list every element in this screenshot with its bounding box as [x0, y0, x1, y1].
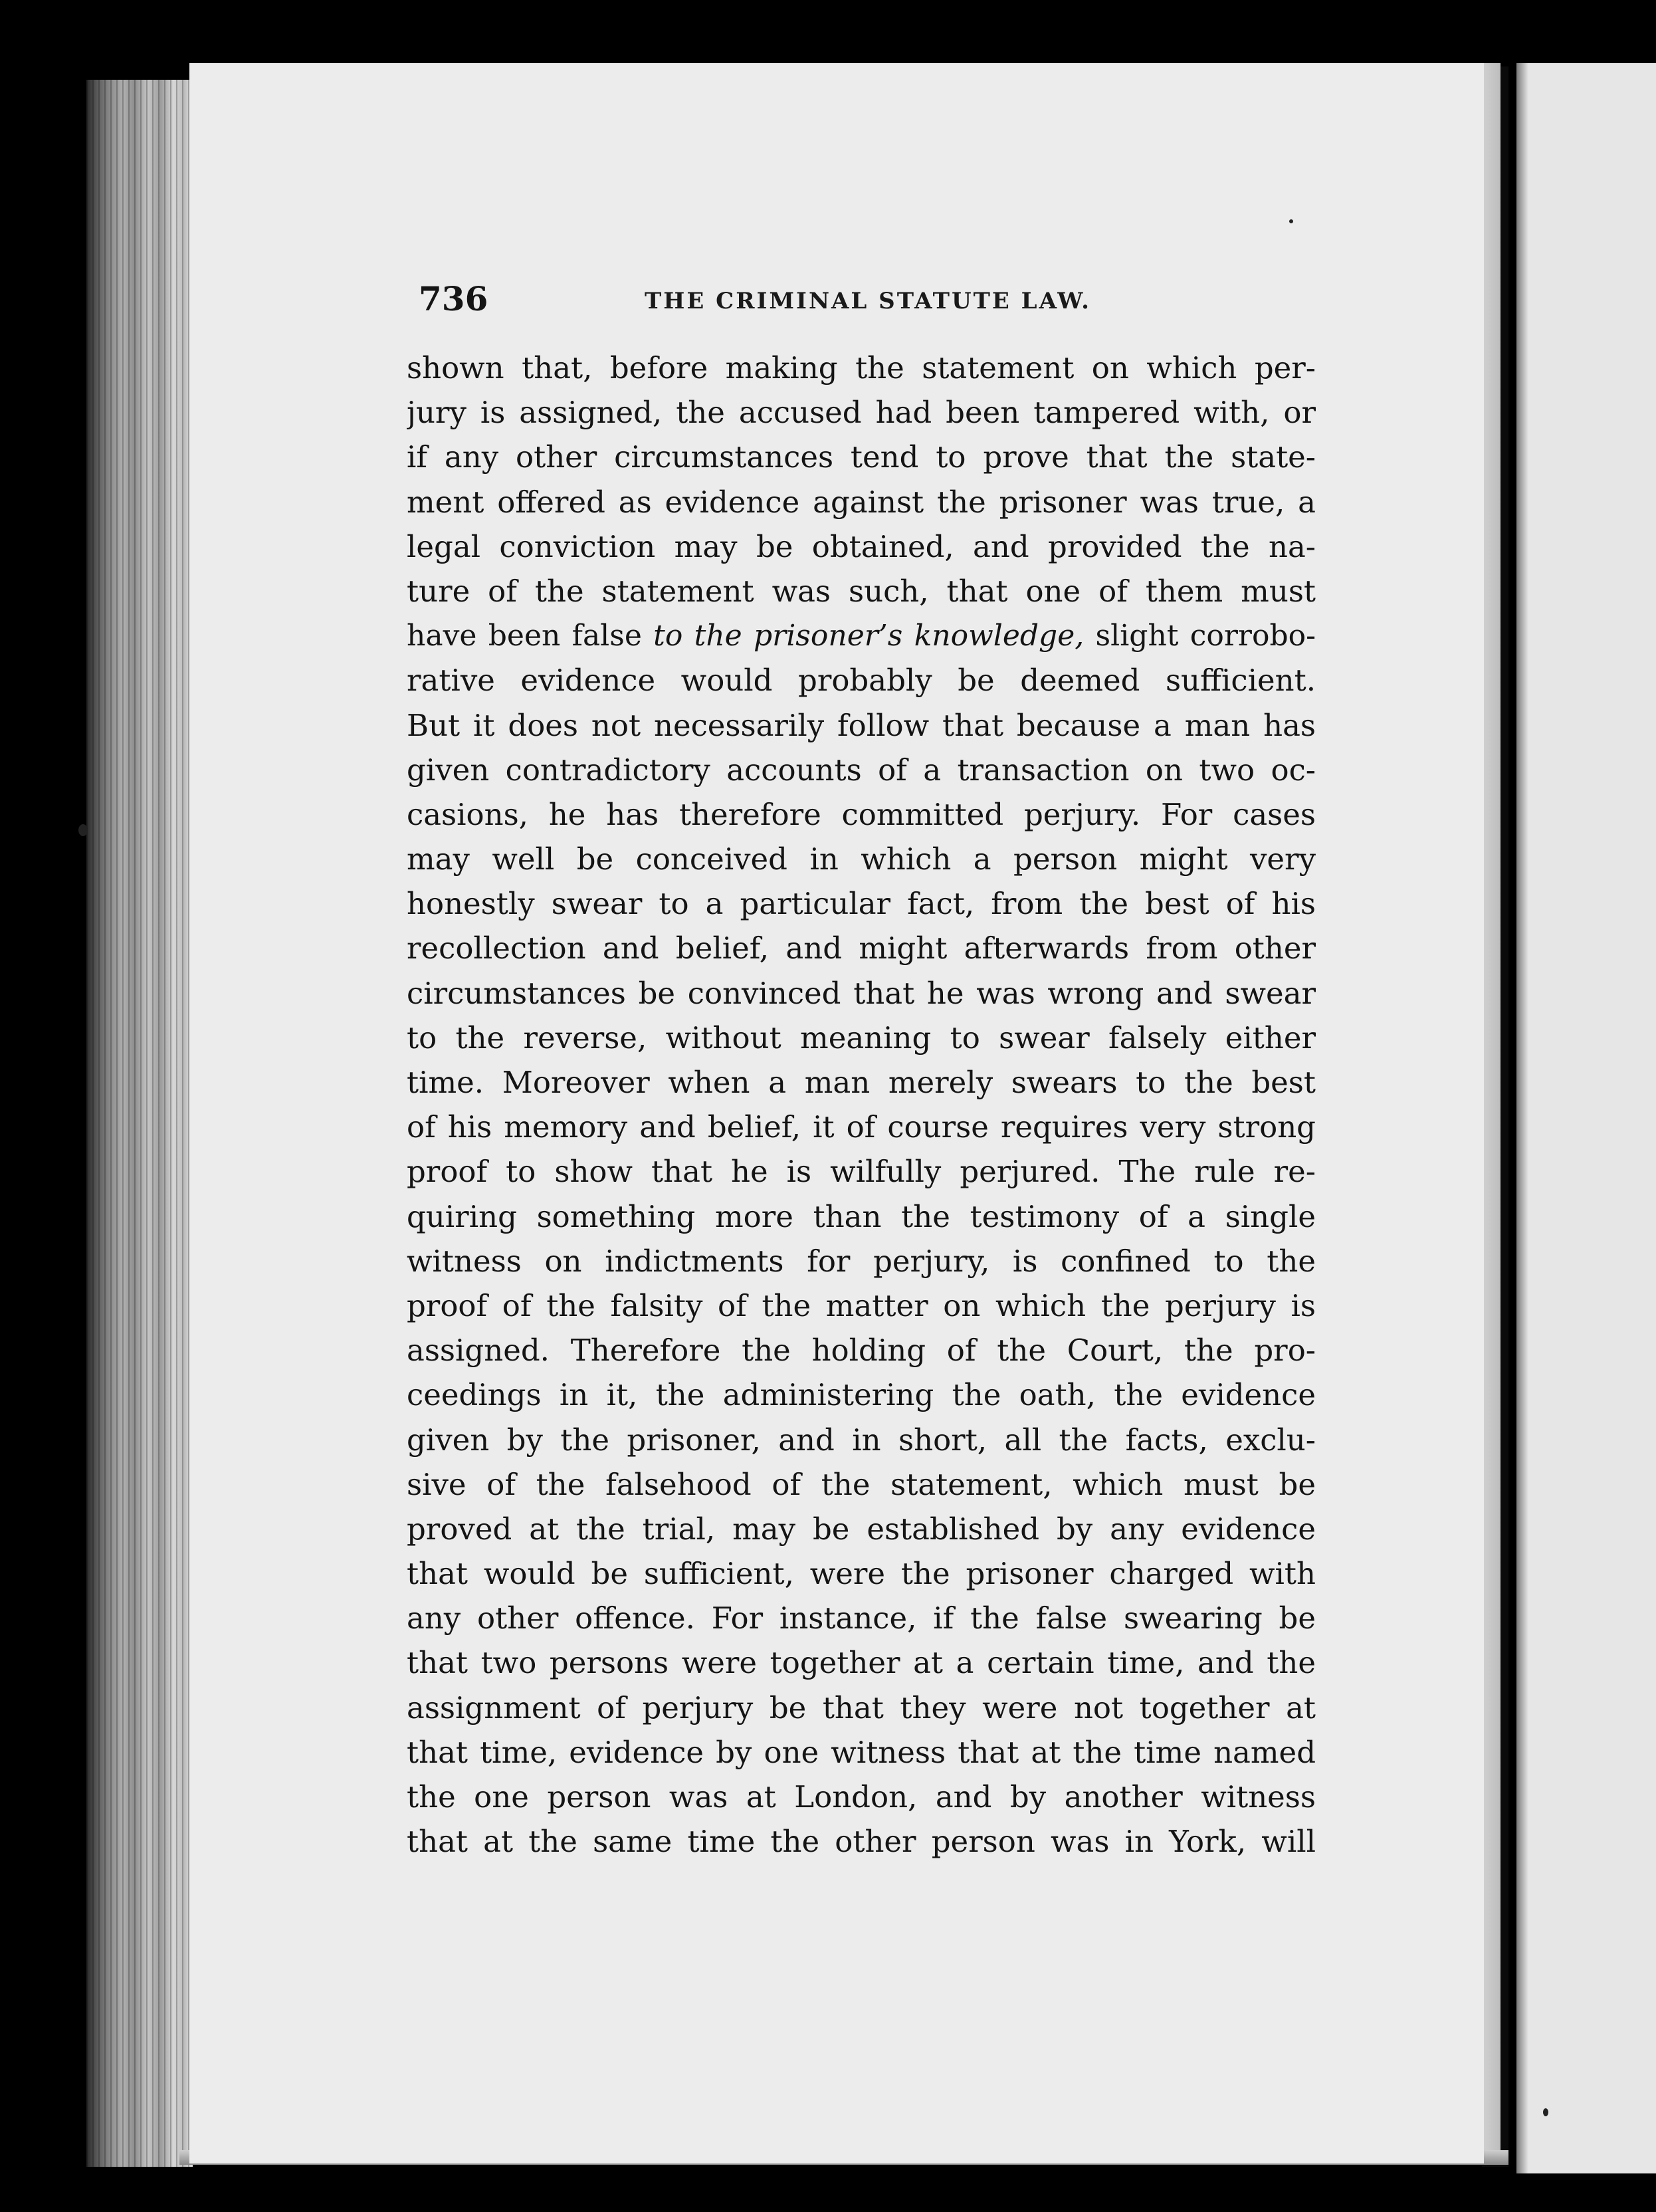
page-number: 736	[419, 279, 488, 318]
text-run: slight corrobo-	[1084, 619, 1316, 653]
text-line: proved at the trial, may be established by any evidence	[407, 1511, 1316, 1547]
adjacent-page-shadow	[1516, 63, 1528, 2173]
scan-speck	[78, 824, 88, 836]
text-line: to the reverse, without meaning to swear falsely either	[407, 1020, 1316, 1055]
text-line: that at the same time the other person was in York, will	[407, 1824, 1316, 1860]
running-head: THE CRIMINAL STATUTE LAW.	[645, 288, 1091, 314]
text-line: casions, he has therefore committed perjury. For cases	[407, 796, 1316, 832]
text-line: time. Moreover when a man merely swears to the best	[407, 1065, 1316, 1100]
text-line: that two persons were together at a certain time, and the	[407, 1645, 1316, 1681]
adjacent-page	[1516, 63, 1656, 2173]
text-line: quiring something more than the testimony of a single	[407, 1198, 1316, 1234]
text-line: shown that, before making the statement on which per-	[407, 350, 1316, 386]
text-line: the one person was at London, and by another witness	[407, 1779, 1316, 1815]
text-line: that would be sufficient, were the prisoner charged with	[407, 1556, 1316, 1592]
text-line: legal conviction may be obtained, and provided the na-	[407, 528, 1316, 564]
text-line: that time, evidence by one witness that at the time named	[407, 1734, 1316, 1770]
page-edge-lines	[86, 80, 193, 2167]
text-line: ment offered as evidence against the prisoner was true, a	[407, 484, 1316, 520]
page-header	[419, 276, 1316, 322]
scan-speck	[1289, 219, 1293, 223]
text-line: may well be conceived in which a person might very	[407, 841, 1316, 877]
text-line: ture of the statement was such, that one of them must	[407, 573, 1316, 609]
text-line: recollection and belief, and might afterwards from other	[407, 931, 1316, 966]
text-line: witness on indictments for perjury, is confined to the	[407, 1243, 1316, 1279]
text-line: proof of the falsity of the matter on which the perjury is	[407, 1287, 1316, 1323]
text-line: circumstances be convinced that he was wrong and swear	[407, 975, 1316, 1011]
text-line: assigned. Therefore the holding of the Court, the pro-	[407, 1333, 1316, 1369]
text-line: if any other circumstances tend to prove that the state-	[407, 439, 1316, 475]
text-line: honestly swear to a particular fact, from the best of his	[407, 886, 1316, 922]
text-line: given by the prisoner, and in short, all the facts, exclu-	[407, 1422, 1316, 1458]
italic-phrase: to the prisoner’s knowledge,	[653, 619, 1085, 653]
text-line: proof to show that he is wilfully perjured. The rule re-	[407, 1154, 1316, 1190]
text-run: have been false	[407, 619, 654, 653]
text-line: of his memory and belief, it of course requires very strong	[407, 1109, 1316, 1145]
scan-speck	[1543, 2108, 1548, 2116]
text-line: sive of the falsehood of the statement, which must be	[407, 1466, 1316, 1502]
text-line: rative evidence would probably be deemed sufficient.	[407, 663, 1316, 699]
text-line	[407, 613, 1316, 658]
text-line: given contradictory accounts of a transaction on two oc-	[407, 752, 1316, 788]
text-line: any other offence. For instance, if the false swearing be	[407, 1601, 1316, 1636]
body-text	[407, 346, 1316, 1864]
text-line: ceedings in it, the administering the oath, the evidence	[407, 1377, 1316, 1413]
text-line: But it does not necessarily follow that because a man has	[407, 707, 1316, 743]
text-line: jury is assigned, the accused had been tampered with, or	[407, 395, 1316, 431]
text-line: assignment of perjury be that they were not together at	[407, 1690, 1316, 1725]
